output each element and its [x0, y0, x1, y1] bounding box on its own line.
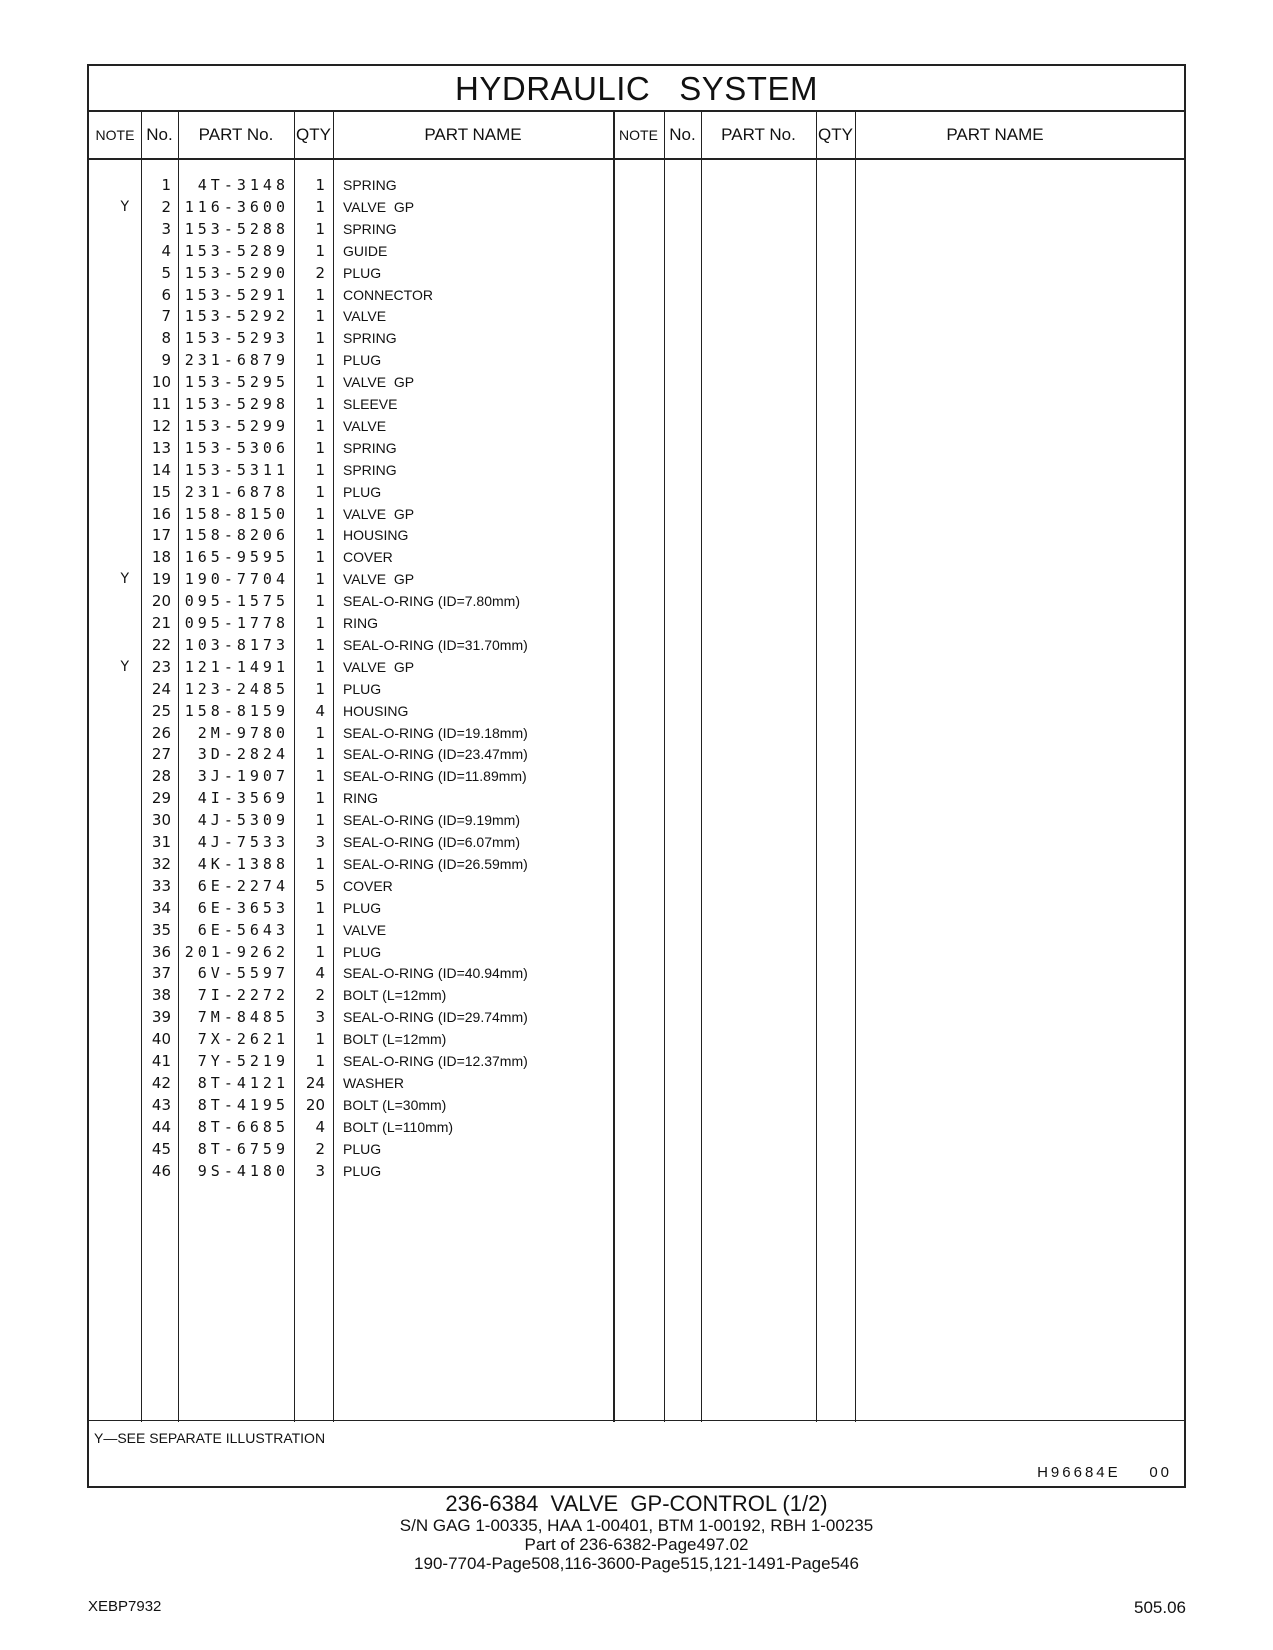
part-name-cell: SPRING	[343, 220, 397, 237]
table-row	[89, 196, 649, 218]
part-name-cell: SEAL-O-RING (ID=29.74mm)	[343, 1009, 528, 1026]
header-note-right: NOTE	[619, 127, 658, 143]
part-number-cell: 6E-3653	[197, 898, 289, 917]
document-id: XEBP7932	[88, 1598, 162, 1615]
quantity-cell: 3	[315, 1161, 325, 1180]
quantity-cell: 1	[315, 197, 325, 216]
quantity-cell: 3	[315, 833, 325, 851]
item-number-cell: 24	[151, 679, 171, 698]
item-number-cell: 41	[151, 1052, 171, 1070]
table-row	[89, 503, 649, 525]
item-number-cell: 7	[161, 307, 171, 326]
item-number-cell: 29	[151, 789, 171, 808]
quantity-cell: 2	[315, 263, 325, 282]
table-row	[89, 612, 649, 634]
note-cell: Y	[120, 571, 129, 588]
table-row	[89, 1050, 649, 1072]
part-number-cell: 153-5298	[184, 395, 289, 413]
part-number-cell: 7I-2272	[197, 986, 289, 1005]
header-part-no-left: PART No.	[198, 125, 274, 144]
part-name-cell: PLUG	[343, 1162, 382, 1179]
part-name-cell: SEAL-O-RING (ID=12.37mm)	[343, 1053, 528, 1069]
quantity-cell: 1	[315, 745, 325, 764]
item-number-cell: 12	[151, 416, 171, 435]
item-number-cell: 20	[151, 592, 171, 611]
part-name-cell: SEAL-O-RING (ID=26.59mm)	[343, 855, 528, 872]
quantity-cell: 1	[315, 614, 325, 632]
part-number-cell: 6V-5597	[197, 964, 289, 983]
part-number-cell: 9S-4180	[197, 1161, 289, 1180]
table-row	[89, 240, 649, 262]
part-name-cell: HOUSING	[343, 702, 409, 719]
part-number-cell: 153-5311	[184, 460, 289, 479]
footer-divider	[89, 1420, 1184, 1421]
part-number-cell: 095-1778	[184, 614, 289, 632]
quantity-cell: 1	[315, 526, 325, 545]
part-number-cell: 6E-5643	[197, 920, 289, 939]
quantity-cell: 20	[305, 1095, 325, 1114]
table-row	[89, 349, 649, 371]
item-number-cell: 44	[151, 1117, 171, 1136]
part-name-cell: HOUSING	[343, 527, 409, 544]
part-name-cell: PLUG	[343, 483, 382, 500]
quantity-cell: 4	[315, 701, 325, 720]
part-number-cell: 165-9595	[184, 548, 289, 567]
part-name-cell: SEAL-O-RING (ID=11.89mm)	[343, 768, 527, 785]
item-number-cell: 16	[151, 504, 171, 523]
table-row	[89, 1028, 649, 1050]
quantity-cell: 1	[315, 482, 325, 501]
item-number-cell: 46	[151, 1161, 171, 1180]
part-number-cell: 8T-4195	[197, 1095, 289, 1114]
quantity-cell: 1	[315, 920, 325, 939]
quantity-cell: 2	[315, 1139, 325, 1158]
part-name-cell: WASHER	[343, 1074, 404, 1091]
quantity-cell: 1	[315, 1052, 325, 1070]
column-divider	[664, 112, 665, 1422]
table-row	[89, 1116, 649, 1138]
part-number-cell: 153-5292	[184, 307, 289, 326]
page-title: HYDRAULIC SYSTEM	[89, 66, 1184, 112]
part-number-cell: 095-1575	[184, 592, 289, 611]
quantity-cell: 1	[315, 1030, 325, 1049]
item-number-cell: 3	[161, 219, 171, 238]
page-number: 505.06	[1134, 1598, 1186, 1617]
table-row	[89, 919, 649, 941]
table-row	[89, 897, 649, 919]
header-part-name-right: PART NAME	[946, 125, 1044, 144]
part-name-cell: SPRING	[343, 439, 397, 456]
quantity-cell: 1	[315, 307, 325, 326]
part-name-cell: PLUG	[343, 943, 382, 960]
quantity-cell: 1	[315, 241, 325, 260]
part-name-cell: SEAL-O-RING (ID=23.47mm)	[343, 746, 528, 763]
item-number-cell: 21	[151, 614, 171, 632]
quantity-cell: 1	[315, 395, 325, 413]
item-number-cell: 40	[151, 1030, 171, 1049]
part-name-cell: BOLT (L=12mm)	[343, 987, 447, 1004]
table-row	[89, 1138, 649, 1160]
part-number-cell: 153-5306	[184, 438, 289, 457]
item-number-cell: 28	[151, 767, 171, 786]
part-number-cell: 8T-6685	[197, 1117, 289, 1136]
table-row	[89, 415, 649, 437]
part-number-cell: 8T-4121	[197, 1073, 289, 1092]
item-number-cell: 45	[151, 1139, 171, 1158]
part-number-cell: 4T-3148	[197, 176, 289, 194]
part-name-cell: SEAL-O-RING (ID=40.94mm)	[343, 965, 528, 982]
quantity-cell: 4	[315, 964, 325, 983]
part-name-cell: SLEEVE	[343, 396, 398, 412]
part-name-cell: VALVE GP	[343, 505, 415, 522]
item-number-cell: 6	[161, 285, 171, 304]
part-number-cell: 123-2485	[184, 679, 289, 698]
item-number-cell: 38	[151, 986, 171, 1005]
table-row	[89, 787, 649, 809]
parts-table-frame	[87, 64, 1186, 1488]
part-number-cell: 153-5288	[184, 219, 289, 238]
item-number-cell: 17	[151, 526, 171, 545]
item-number-cell: 42	[151, 1073, 171, 1092]
table-row	[89, 1094, 649, 1116]
quantity-cell: 1	[315, 548, 325, 567]
table-row	[89, 831, 649, 853]
part-name-cell: VALVE GP	[343, 374, 415, 391]
quantity-cell: 1	[315, 351, 325, 370]
item-number-cell: 33	[151, 876, 171, 895]
part-name-cell: GUIDE	[343, 242, 388, 259]
table-row	[89, 809, 649, 831]
part-number-cell: 116-3600	[184, 197, 289, 216]
drawing-code: H96684E 00	[1037, 1464, 1172, 1481]
legend-note: Y—SEE SEPARATE ILLUSTRATION	[94, 1430, 326, 1446]
table-row	[89, 546, 649, 568]
item-number-cell: 15	[151, 482, 171, 501]
part-number-cell: 190-7704	[184, 570, 289, 589]
part-number-cell: 4J-7533	[197, 833, 289, 851]
table-row	[89, 962, 649, 984]
item-number-cell: 11	[151, 395, 171, 413]
part-number-cell: 121-1491	[184, 657, 289, 676]
table-row	[89, 941, 649, 963]
item-number-cell: 9	[161, 351, 171, 370]
table-row	[89, 262, 649, 284]
table-row	[89, 984, 649, 1006]
quantity-cell: 1	[315, 635, 325, 654]
part-name-cell: RING	[343, 790, 378, 807]
item-number-cell: 32	[151, 854, 171, 873]
quantity-cell: 1	[315, 460, 325, 479]
part-name-cell: SEAL-O-RING (ID=31.70mm)	[343, 636, 528, 653]
part-number-cell: 153-5289	[184, 241, 289, 260]
item-number-cell: 5	[161, 263, 171, 282]
part-name-cell: SEAL-O-RING (ID=7.80mm)	[343, 593, 520, 610]
part-number-cell: 7Y-5219	[197, 1052, 289, 1070]
assembly-caption: 236-6384 VALVE GP-CONTROL (1/2)	[445, 1491, 828, 1516]
quantity-cell: 1	[315, 767, 325, 786]
column-divider	[855, 112, 856, 1422]
part-number-cell: 153-5291	[184, 285, 289, 304]
item-number-cell: 25	[151, 701, 171, 720]
part-name-cell: SEAL-O-RING (ID=6.07mm)	[343, 834, 520, 850]
part-number-cell: 3D-2824	[197, 745, 289, 764]
part-number-cell: 7X-2621	[197, 1030, 289, 1049]
part-number-cell: 153-5290	[184, 263, 289, 282]
part-number-cell: 7M-8485	[197, 1008, 289, 1027]
part-name-cell: VALVE GP	[343, 658, 415, 675]
quantity-cell: 1	[315, 811, 325, 830]
item-number-cell: 37	[151, 964, 171, 983]
serial-numbers: S/N GAG 1-00335, HAA 1-00401, BTM 1-00192, RBH 1-00235	[399, 1516, 874, 1535]
table-row	[89, 305, 649, 327]
table-row	[89, 765, 649, 787]
quantity-cell: 1	[315, 570, 325, 589]
quantity-cell: 1	[315, 416, 325, 435]
table-row	[89, 853, 649, 875]
part-name-cell: SEAL-O-RING (ID=9.19mm)	[343, 812, 520, 829]
part-number-cell: 158-8150	[184, 504, 289, 523]
quantity-cell: 1	[315, 329, 325, 348]
quantity-cell: 5	[315, 876, 325, 895]
item-number-cell: 23	[151, 657, 171, 676]
item-number-cell: 43	[151, 1095, 171, 1114]
item-number-cell: 10	[151, 373, 171, 392]
item-number-cell: 34	[151, 898, 171, 917]
item-number-cell: 35	[151, 920, 171, 939]
part-name-cell: PLUG	[343, 264, 382, 281]
item-number-cell: 13	[151, 438, 171, 457]
table-row	[89, 371, 649, 393]
part-name-cell: VALVE	[343, 308, 387, 325]
item-number-cell: 1	[161, 176, 171, 194]
part-name-cell: COVER	[343, 549, 393, 566]
column-divider	[701, 112, 702, 1422]
header-no-right: No.	[669, 125, 696, 144]
part-number-cell: 231-6878	[184, 482, 289, 501]
quantity-cell: 1	[315, 438, 325, 457]
table-row	[89, 722, 649, 744]
item-number-cell: 4	[161, 241, 171, 260]
table-row	[89, 1072, 649, 1094]
table-row	[89, 700, 649, 722]
note-cell: Y	[120, 198, 129, 215]
table-row	[89, 393, 649, 415]
quantity-cell: 1	[315, 789, 325, 808]
part-name-cell: BOLT (L=110mm)	[343, 1118, 454, 1135]
part-number-cell: 4I-3569	[197, 789, 289, 808]
part-number-cell: 3J-1907	[197, 767, 289, 786]
item-number-cell: 30	[151, 811, 171, 830]
part-number-cell: 153-5295	[184, 373, 289, 392]
item-number-cell: 2	[161, 197, 171, 216]
item-number-cell: 27	[151, 745, 171, 764]
quantity-cell: 1	[315, 176, 325, 194]
table-row	[89, 437, 649, 459]
part-number-cell: 2M-9780	[197, 723, 289, 742]
item-number-cell: 14	[151, 460, 171, 479]
part-name-cell: CONNECTOR	[343, 286, 433, 303]
part-number-cell: 158-8159	[184, 701, 289, 720]
item-number-cell: 18	[151, 548, 171, 567]
table-row	[89, 1006, 649, 1028]
quantity-cell: 1	[315, 898, 325, 917]
part-name-cell: BOLT (L=12mm)	[343, 1031, 447, 1048]
quantity-cell: 24	[305, 1073, 325, 1092]
table-header	[89, 112, 1184, 160]
part-of-reference: Part of 236-6382-Page497.02	[524, 1535, 749, 1554]
table-row	[89, 327, 649, 349]
part-number-cell: 158-8206	[184, 526, 289, 545]
quantity-cell: 1	[315, 285, 325, 304]
quantity-cell: 1	[315, 942, 325, 961]
part-number-cell: 231-6879	[184, 351, 289, 370]
part-number-cell: 4J-5309	[197, 811, 289, 830]
part-name-cell: PLUG	[343, 352, 382, 369]
part-name-cell: VALVE GP	[343, 198, 415, 215]
table-row	[89, 284, 649, 306]
table-row	[89, 174, 649, 196]
header-part-no-right: PART No.	[721, 125, 796, 144]
table-row	[89, 524, 649, 546]
part-name-cell: PLUG	[343, 680, 382, 697]
quantity-cell: 1	[315, 854, 325, 873]
part-name-cell: RING	[343, 615, 378, 631]
header-qty-right: QTY	[818, 125, 853, 144]
table-row	[89, 656, 649, 678]
item-number-cell: 31	[151, 833, 171, 851]
part-name-cell: VALVE GP	[343, 571, 415, 588]
table-row	[89, 590, 649, 612]
part-name-cell: BOLT (L=30mm)	[343, 1096, 447, 1113]
quantity-cell: 3	[315, 1008, 325, 1027]
part-name-cell: SPRING	[343, 177, 397, 193]
table-row	[89, 481, 649, 503]
table-row	[89, 743, 649, 765]
part-name-cell: SPRING	[343, 461, 397, 478]
quantity-cell: 1	[315, 723, 325, 742]
part-number-cell: 153-5299	[184, 416, 289, 435]
table-row	[89, 678, 649, 700]
part-number-cell: 6E-2274	[197, 876, 289, 895]
part-number-cell: 103-8173	[184, 635, 289, 654]
part-name-cell: SEAL-O-RING (ID=19.18mm)	[343, 724, 528, 741]
part-name-cell: SPRING	[343, 330, 397, 347]
part-number-cell: 8T-6759	[197, 1139, 289, 1158]
part-name-cell: VALVE	[343, 417, 387, 434]
header-qty-left: QTY	[296, 125, 331, 144]
note-cell: Y	[120, 658, 129, 675]
quantity-cell: 1	[315, 219, 325, 238]
quantity-cell: 1	[315, 657, 325, 676]
table-row	[89, 218, 649, 240]
part-name-cell: VALVE	[343, 921, 387, 938]
part-number-cell: 153-5293	[184, 329, 289, 348]
item-number-cell: 36	[151, 942, 171, 961]
item-number-cell: 22	[151, 635, 171, 654]
header-note-left: NOTE	[95, 127, 135, 143]
header-no-left: No.	[146, 125, 173, 144]
table-row	[89, 459, 649, 481]
quantity-cell: 4	[315, 1117, 325, 1136]
item-number-cell: 26	[151, 723, 171, 742]
table-row	[89, 634, 649, 656]
header-part-name-left: PART NAME	[424, 125, 522, 144]
part-name-cell: PLUG	[343, 899, 382, 916]
table-row	[89, 875, 649, 897]
quantity-cell: 1	[315, 373, 325, 392]
column-divider	[816, 112, 817, 1422]
part-name-cell: PLUG	[343, 1140, 382, 1157]
part-name-cell: COVER	[343, 877, 393, 894]
item-number-cell: 8	[161, 329, 171, 348]
quantity-cell: 1	[315, 679, 325, 698]
item-number-cell: 39	[151, 1008, 171, 1027]
quantity-cell: 1	[315, 592, 325, 611]
part-number-cell: 201-9262	[184, 942, 289, 961]
item-number-cell: 19	[151, 570, 171, 589]
table-row	[89, 1160, 649, 1182]
quantity-cell: 1	[315, 504, 325, 523]
quantity-cell: 2	[315, 986, 325, 1005]
part-number-cell: 4K-1388	[197, 854, 289, 873]
page-references: 190-7704-Page508,116-3600-Page515,121-1491-Page546	[414, 1554, 859, 1573]
table-row	[89, 568, 649, 590]
